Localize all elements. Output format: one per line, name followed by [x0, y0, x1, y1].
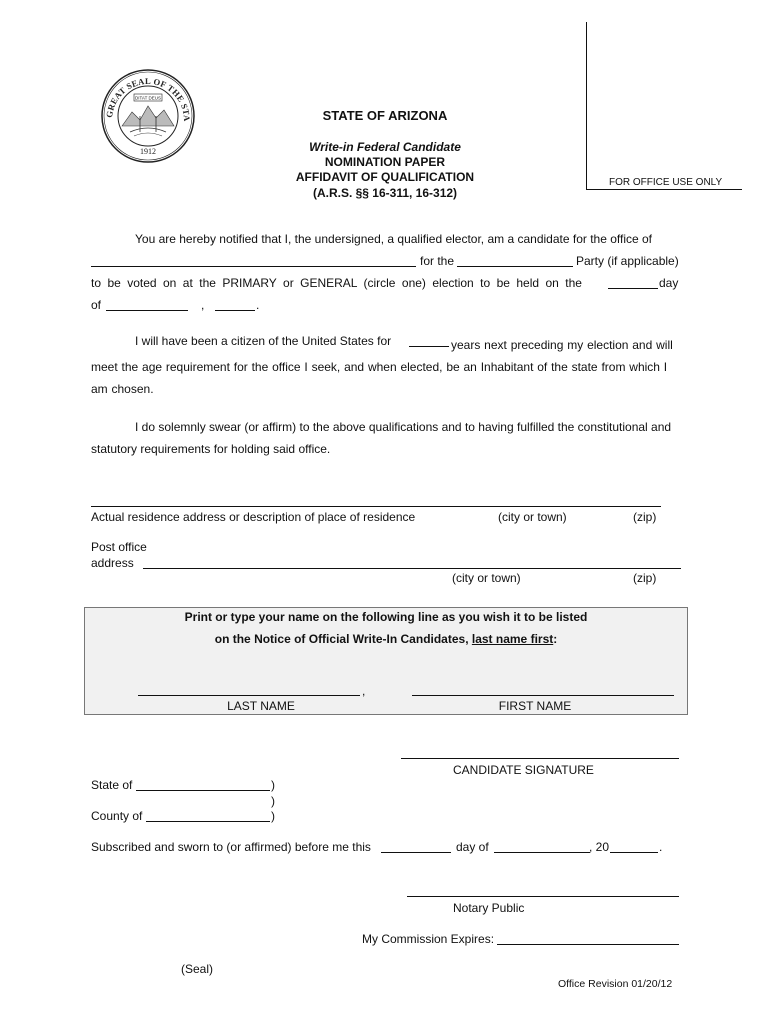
form-title-2: AFFIDAVIT OF QUALIFICATION	[295, 170, 475, 184]
name-box-instruction-2	[84, 632, 688, 646]
residence-zip-label: (zip)	[633, 510, 657, 524]
of-label: of	[91, 298, 102, 312]
sworn-prefix: Subscribed and sworn to (or affirmed) before me this	[91, 840, 371, 854]
seal-year: 1912	[140, 147, 156, 156]
citizen-part-2: years next preceding my election and will meet the age requirement for the office I seek, and when elected, be an Inhabitant of the state from which I am chosen.	[91, 338, 673, 396]
state-of-label: State of	[91, 778, 133, 792]
venue-paren-3: )	[271, 809, 275, 823]
party-field[interactable]	[457, 266, 573, 267]
election-line: to be voted on at the PRIMARY or GENERAL (circle one) election to be held on the	[91, 276, 582, 290]
month-year-comma: ,	[201, 298, 205, 312]
notary-signature-field[interactable]	[407, 896, 679, 897]
residence-field[interactable]	[91, 506, 661, 507]
election-year-field[interactable]	[215, 310, 255, 311]
last-name-field[interactable]	[138, 695, 360, 696]
notice-line-1: You are hereby notified that I, the undersigned, a qualified elector, am a candidate for the office of	[135, 232, 653, 246]
residence-city-label: (city or town)	[498, 510, 567, 524]
county-of-field[interactable]	[146, 821, 270, 822]
post-office-label-2: address	[91, 556, 134, 570]
commission-field[interactable]	[497, 944, 679, 945]
state-heading: STATE OF ARIZONA	[322, 108, 448, 123]
sworn-year-field[interactable]	[610, 852, 658, 853]
citizen-part-1: I will have been a citizen of the United States for	[135, 334, 392, 348]
post-office-city-label: (city or town)	[452, 571, 521, 585]
name-box-instruction-1: Print or type your name on the following line as you wish it to be listed	[184, 610, 588, 624]
county-of-label: County of	[91, 809, 143, 823]
commission-label: My Commission Expires:	[362, 932, 495, 946]
venue-paren-1: )	[271, 778, 275, 792]
form-subtitle: Write-in Federal Candidate	[309, 140, 461, 154]
office-use-divider	[586, 22, 587, 190]
election-day-field[interactable]	[608, 288, 658, 289]
first-name-field[interactable]	[412, 695, 674, 696]
last-name-first-emphasis: last name first	[471, 632, 554, 646]
seal-motto: DITAT DEUS	[134, 95, 162, 101]
seal-outer-text: GREAT SEAL OF THE STA	[103, 75, 193, 122]
post-office-label-1: Post office	[91, 540, 147, 554]
election-month-field[interactable]	[106, 310, 188, 311]
post-office-field[interactable]	[143, 568, 681, 569]
election-period: .	[256, 298, 260, 312]
party-label: Party (if applicable)	[576, 254, 679, 268]
residence-label: Actual residence address or description of place of residence	[91, 510, 416, 524]
name-box-instruction-prefix: on the Notice of Official Write-In Candidates,	[214, 632, 472, 646]
candidate-signature-field[interactable]	[401, 758, 679, 759]
citizen-paragraph	[91, 334, 681, 400]
last-name-label: LAST NAME	[227, 699, 295, 713]
first-name-label: FIRST NAME	[498, 699, 572, 713]
sworn-month-field[interactable]	[494, 852, 590, 853]
day-label: day	[659, 276, 679, 290]
notary-label: Notary Public	[453, 901, 525, 915]
sworn-year-prefix: , 20	[589, 840, 610, 854]
sworn-day-field[interactable]	[381, 852, 451, 853]
venue-paren-2: )	[271, 794, 275, 808]
form-title-1: NOMINATION PAPER	[324, 155, 446, 169]
office-field[interactable]	[91, 266, 416, 267]
state-seal	[100, 68, 196, 164]
sworn-day-of: day of	[456, 840, 489, 854]
for-the-label: for the	[420, 254, 455, 268]
post-office-zip-label: (zip)	[633, 571, 657, 585]
candidate-signature-label: CANDIDATE SIGNATURE	[453, 763, 594, 777]
revision-label: Office Revision 01/20/12	[558, 978, 673, 990]
oath-text: I do solemnly swear (or affirm) to the above qualifications and to having fulfilled the constitutional and statutory requirements for holding said office.	[91, 420, 672, 456]
seal-label: (Seal)	[181, 962, 214, 976]
oath-paragraph	[91, 416, 681, 460]
name-comma: ,	[362, 684, 366, 698]
sworn-period: .	[659, 840, 663, 854]
office-use-label: FOR OFFICE USE ONLY	[609, 177, 723, 188]
office-use-underline	[586, 189, 742, 190]
state-of-field[interactable]	[136, 790, 270, 791]
seal-graphic	[100, 68, 196, 164]
statute-reference: (A.R.S. §§ 16-311, 16-312)	[312, 186, 458, 200]
name-box-instruction-suffix: :	[553, 632, 558, 646]
